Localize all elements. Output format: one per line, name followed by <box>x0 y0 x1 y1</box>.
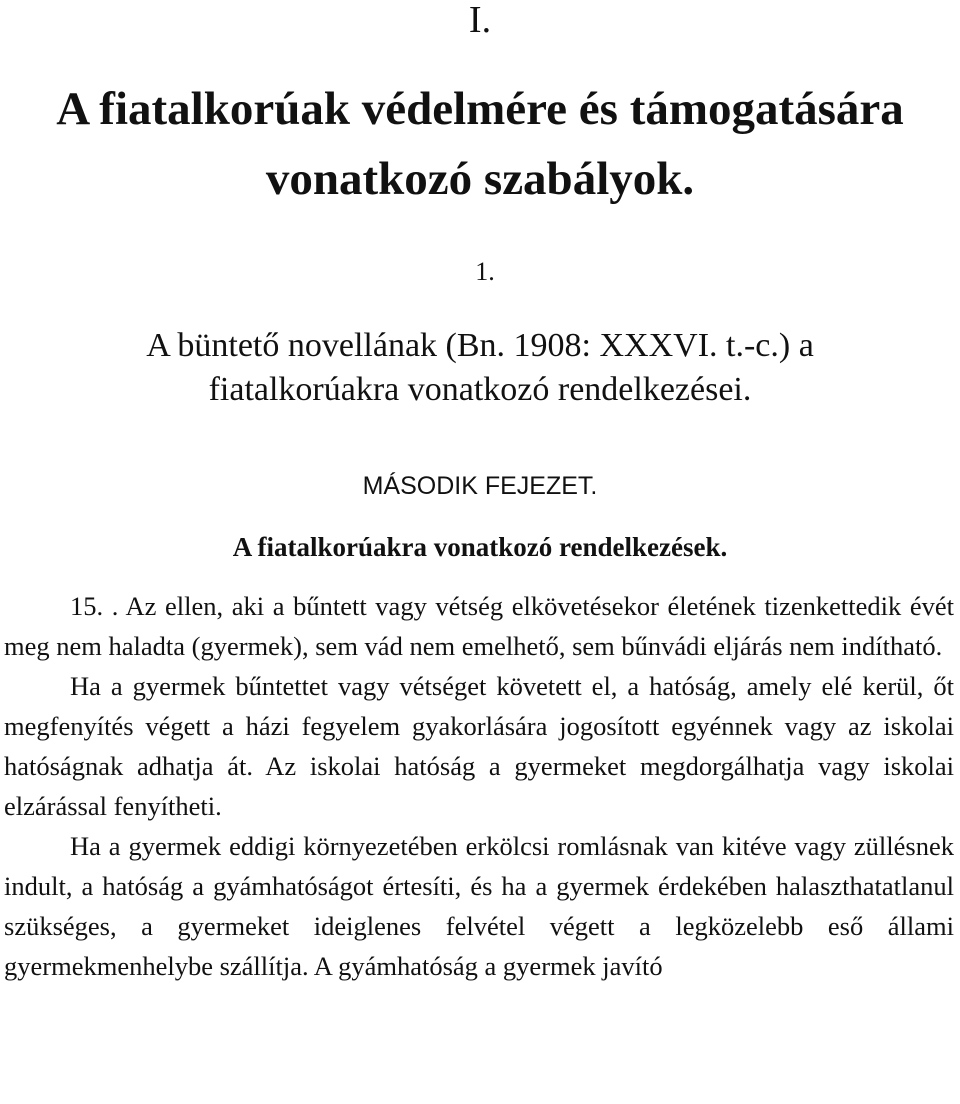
section-subtitle <box>0 324 960 412</box>
section-number: 1. <box>475 257 495 286</box>
chapter-heading: A fiatalkorúakra vonatkozó rendelkezések. <box>232 532 728 562</box>
page-title <box>0 74 960 214</box>
body-text <box>4 586 954 986</box>
paragraph-2: Ha a gyermek bűntettet vagy vétséget követett el, a hatóság, amely elé kerül, őt megfenyítés végett a házi fegyelem gyakorlására jogosított egyénnek vagy az iskolai hatóságnak adhatja át. Az iskolai hatóság a gyermeket megdorgálhatja vagy iskolai elzárással fenyítheti. <box>4 671 954 821</box>
subtitle-line-1: A büntető novellának (Bn. 1908: XXXVI. t.-c.) a <box>146 327 814 364</box>
paragraph-3: Ha a gyermek eddigi környezetében erkölcsi romlásnak van kitéve vagy züllésnek indult, a hatóság a gyámhatóságot értesíti, és ha a gyermek érdekében halaszthatatlanul szükséges, a gyermeket ideiglenes felvétel végett a legközelebb eső állami gyermekmenhelybe szállítja. A gyámhatóság a gyermek javító <box>4 831 954 981</box>
subtitle-line-2: fiatalkorúakra vonatkozó rendelkezései. <box>208 371 752 408</box>
chapter-label: MÁSODIK FEJEZET. <box>362 472 598 500</box>
paragraph-1: 15. . Az ellen, aki a bűntett vagy vétség elkövetésekor életének tizenkettedik évét meg nem haladta (gyermek), sem vád nem emelhető, sem bűnvádi eljárás nem indítható. <box>4 591 954 661</box>
title-line-1: A fiatalkorúak védelmére és támogatására <box>56 83 904 135</box>
title-line-2: vonatkozó szabályok. <box>265 153 695 205</box>
part-numeral: I. <box>468 0 492 41</box>
